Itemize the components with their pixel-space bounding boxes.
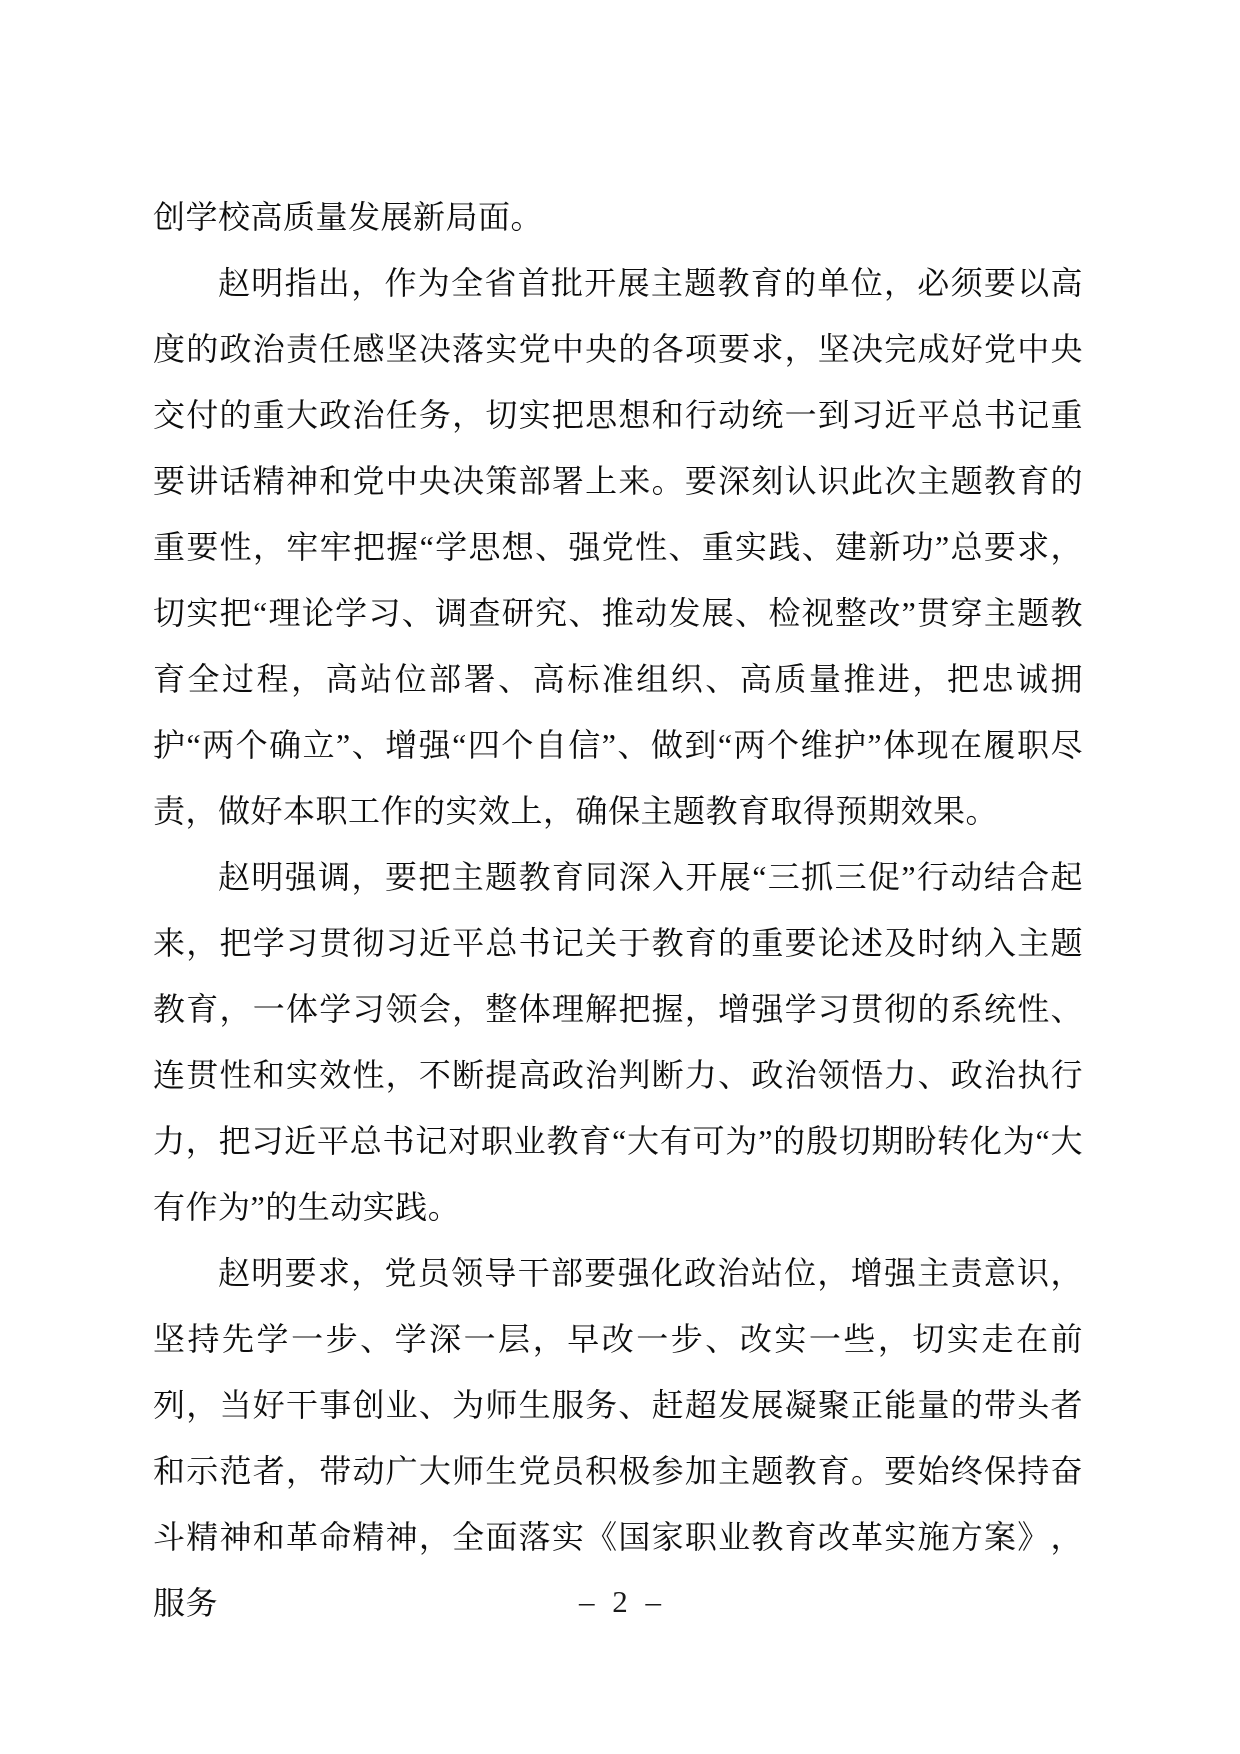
paragraph-zhao-ming-emphasizes: 赵明强调，要把主题教育同深入开展“三抓三促”行动结合起来，把学习贯彻习近平总书记关于教育的重要论述及时纳入主题教育，一体学习领会，整体理解把握，增强学习贯彻的系统性、连贯性和实效性，不断提高政治判断力、政治领悟力、政治执行力，把习近平总书记对职业教育“大有可为”的殷切期盼转化为“大有作为”的生动实践。 (153, 859, 1083, 1225)
paragraph-continuation: 创学校高质量发展新局面。 (153, 199, 544, 235)
paragraph-zhao-ming-points-out: 赵明指出，作为全省首批开展主题教育的单位，必须要以高度的政治责任感坚决落实党中央的各项要求，坚决完成好党中央交付的重大政治任务，切实把思想和行动统一到习近平总书记重要讲话精神和党中央决策部署上来。要深刻认识此次主题教育的重要性，牢牢把握“学思想、强党性、重实践、建新功”总要求，切实把“理论学习、调查研究、推动发展、检视整改”贯穿主题教育全过程，高站位部署、高标准组织、高质量推进，把忠诚拥护“两个确立”、增强“四个自信”、做到“两个维护”体现在履职尽责，做好本职工作的实效上，确保主题教育取得预期效果。 (153, 265, 1083, 829)
paragraph-zhao-ming-requires: 赵明要求，党员领导干部要强化政治站位，增强主责意识，坚持先学一步、学深一层，早改一步、改实一些，切实走在前列，当好干事创业、为师生服务、赶超发展凝聚正能量的带头者和示范者，带动广大师生党员积极参加主题教育。要始终保持奋斗精神和革命精神，全面落实《国家职业教育改革实施方案》，服务 (153, 1255, 1083, 1621)
page-number: – 2 – (579, 1584, 661, 1619)
document-body (153, 184, 1083, 1636)
